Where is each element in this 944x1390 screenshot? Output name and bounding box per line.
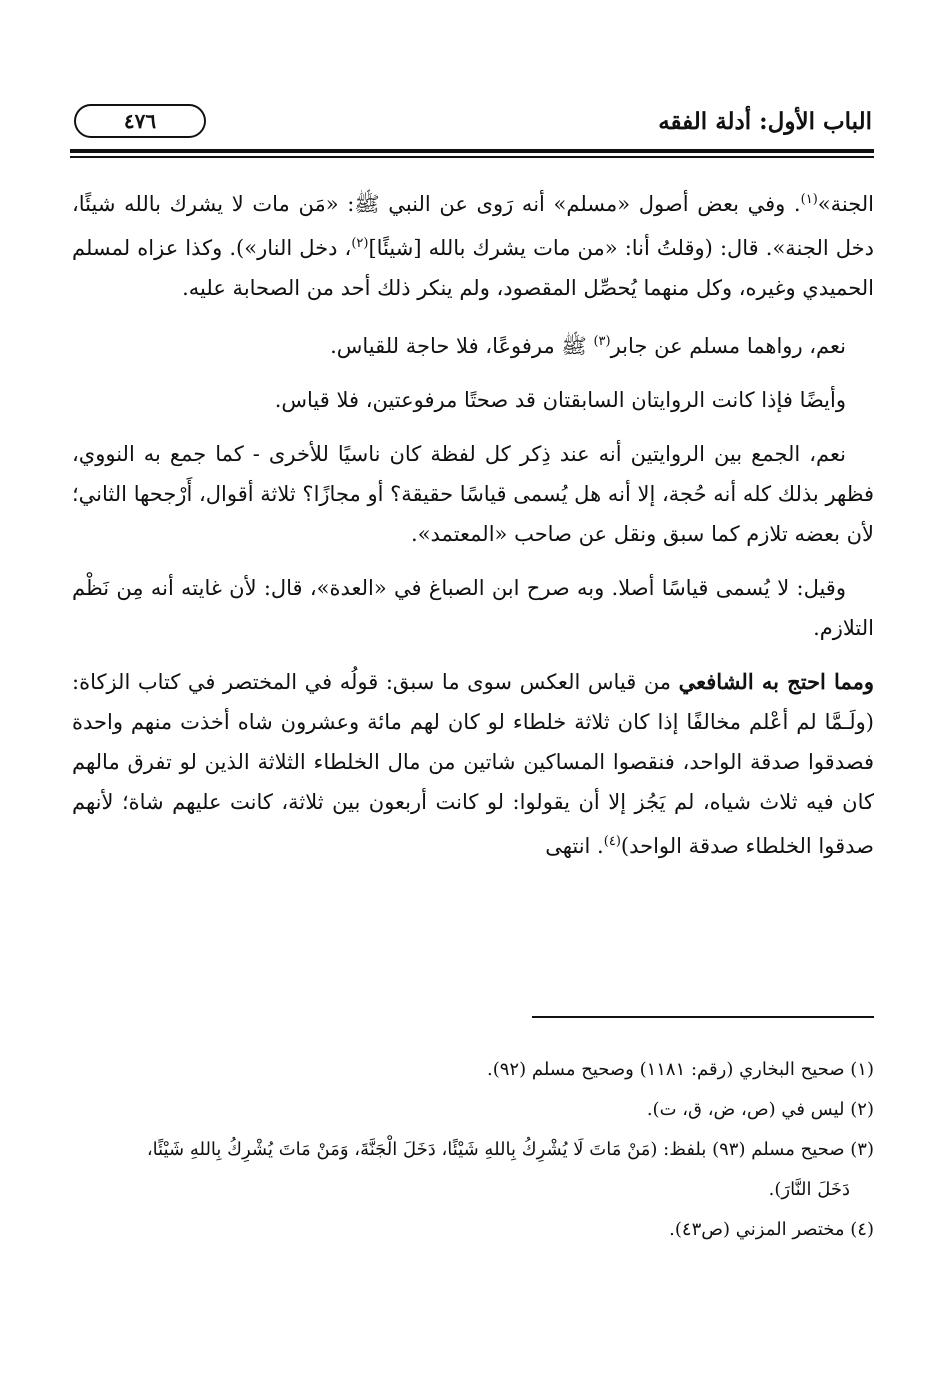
paragraph-5: وقيل: لا يُسمى قياسًا أصلا. وبه صرح ابن الصباغ في «العدة»، قال: لأن غايته أنه مِن نَظْم التلازم. xyxy=(72,576,874,640)
footnote-1: (١) صحيح البخاري (رقم: ١١٨١) وصحيح مسلم (٩٢). xyxy=(487,1059,874,1080)
text-run: نعم، رواهما مسلم عن جابر xyxy=(610,334,846,358)
text-run: ، دخل النار»). وكذا عزاه لمسلم الحميدي وغيره، وكل منهما يُحصِّل المقصود، ولم ينكر ذلك أحد من الصحابة عليه. xyxy=(72,236,874,300)
paragraph-3: وأيضًا فإذا كانت الروايتان السابقتان قد صحتًا مرفوعتين، فلا قياس. xyxy=(274,388,846,412)
page-header xyxy=(70,100,874,148)
running-title: الباب الأول: أدلة الفقه xyxy=(658,108,872,135)
paragraph-2 xyxy=(72,322,874,366)
text-run: الجنة» xyxy=(817,192,874,216)
bold-lead: ومما احتج به الشافعي xyxy=(678,669,874,694)
paragraph-4: نعم، الجمع بين الروايتين أنه عند ذِكر كل لفظة كان ناسيًا للأخرى - كما جمع به النووي، فظهر بذلك كله أنه حُجة، إلا أنه هل يُسمى قياسًا حقيقة؟ أو مجازًا؟ ثلاثة أقوال، أَرْجحها الثاني؛ لأن بعضه تلازم كما سبق ونقل عن صاحب «المعتمد». xyxy=(72,442,874,546)
text-run: من قياس العكس سوى ما سبق: قولُه في المختصر في كتاب الزكاة: (ولَـمَّا لم أعْلم مخالفًا إذا كان ثلاثة خلطاء لو كان لهم مائة وعشرون شاه أخذت منهم واحدة فصدقوا صدقة الواحد، فنقصوا المساكين شاتين من مال الخلطاء الثلاثة الذين لو تفرق مالهم كان فيه ثلاث شياه، لم يَجُز إلا أن يقولوا: لو كانت أربعون بين ثلاثة، كانت عليهم شاة؛ لأنهم صدقوا الخلطاء صدقة الواحد) xyxy=(72,670,874,858)
footnote-ref-3[interactable]: (٣) xyxy=(593,334,611,349)
page-number-badge: ٤٧٦ xyxy=(74,104,206,138)
header-rule-thick xyxy=(70,149,874,153)
footnote-ref-2[interactable]: (٢) xyxy=(351,236,369,251)
footnote-2: (٢) ليس في (ص، ض، ق، ت). xyxy=(646,1099,874,1120)
footnote-ref-1[interactable]: (١) xyxy=(800,192,818,207)
footnote-4: (٤) مختصر المزني (ص٤٣). xyxy=(669,1219,874,1240)
footnote-3: (٣) صحيح مسلم (٩٣) بلفظ: (مَنْ مَاتَ لَا يُشْرِكُ بِاللهِ شَيْئًا، دَخَلَ الْجَنَّةَ، وَمَنْ مَاتَ يُشْرِكُ بِاللهِ شَيْئًا، xyxy=(146,1139,874,1160)
footnote-separator xyxy=(532,1016,874,1018)
main-text xyxy=(72,180,874,880)
paragraph-1 xyxy=(72,180,874,308)
header-rule-thin xyxy=(70,156,874,158)
text-run: . انتهى xyxy=(545,834,604,858)
footnotes xyxy=(72,1050,874,1250)
footnote-3-continuation: دَخَلَ النَّارَ). xyxy=(768,1179,850,1200)
text-run: . وفي بعض أصول «مسلم» أنه رَوى عن النبي ﷺ: «مَن مات لا يشرك بالله شيئًا، دخل الجنة». قال: (وقلتُ أنا: «من مات يشرك بالله [شيئًا] xyxy=(72,192,874,260)
text-run: ﷺ مرفوعًا، فلا حاجة للقياس. xyxy=(330,334,594,358)
paragraph-6 xyxy=(72,662,874,866)
footnote-ref-4[interactable]: (٤) xyxy=(603,834,621,849)
